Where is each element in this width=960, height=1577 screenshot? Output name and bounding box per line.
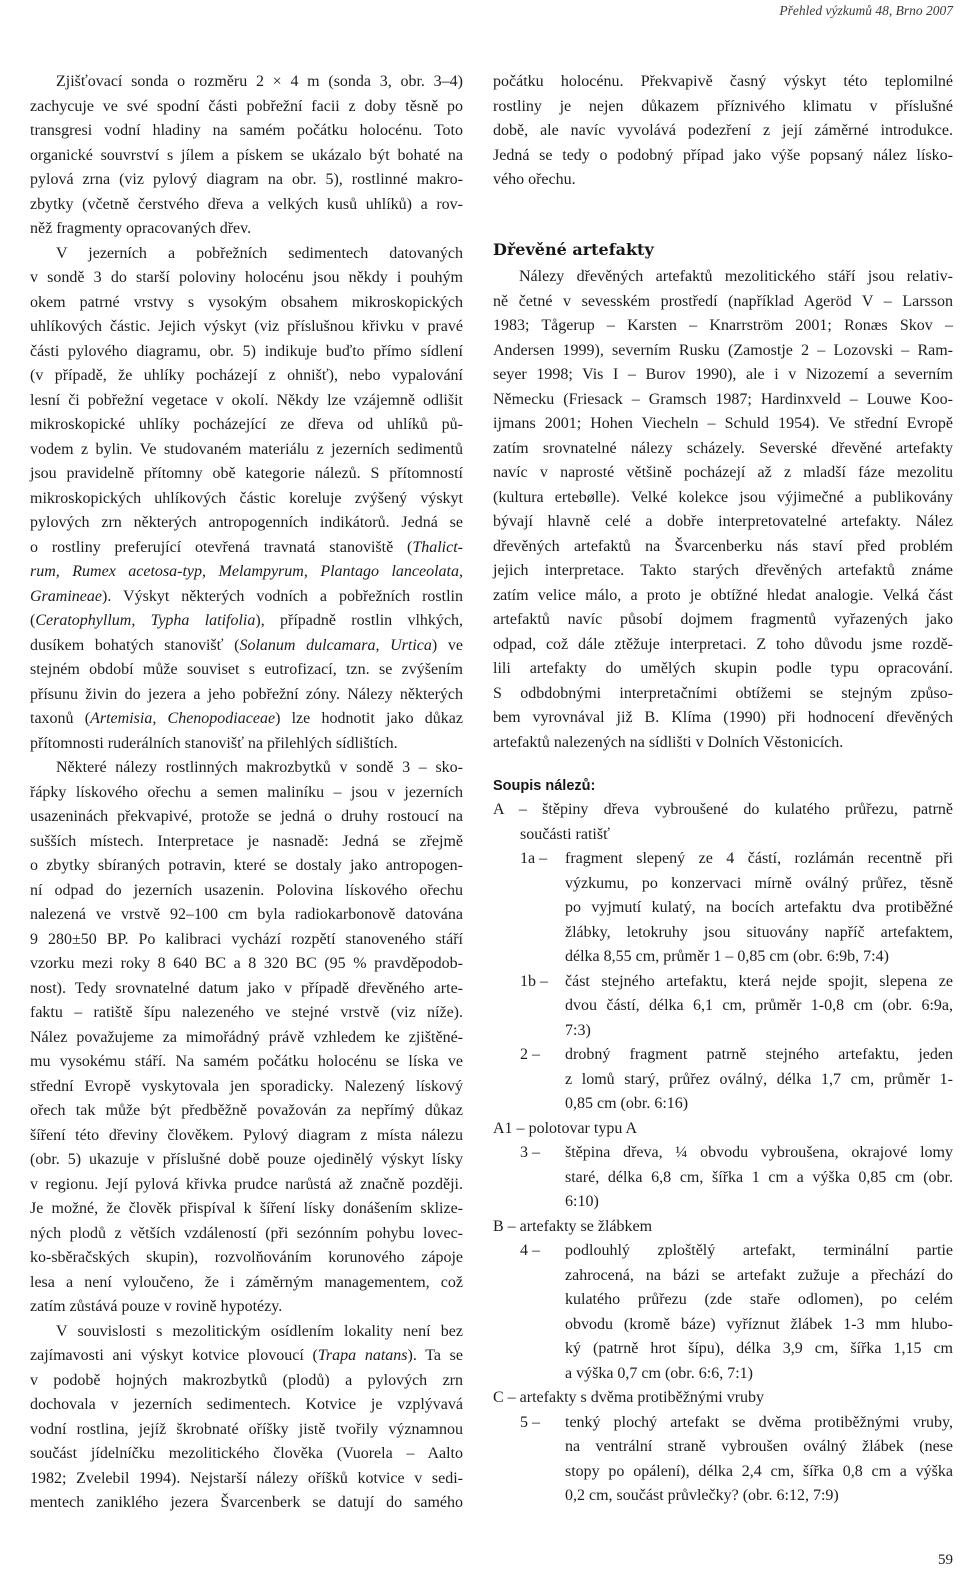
text-line: S odbdobnými interpretačními obtížemi se stejným způso- (493, 684, 953, 702)
text-line: žlábky, letokruhy jsou situovány napříč artefaktem, (565, 923, 953, 941)
text-line: uhlíkových částic. Jejich výskyt (viz příslušnou křivku v pravé (30, 318, 463, 335)
paragraph (30, 242, 463, 757)
text-line: součásti ratišť (520, 825, 610, 843)
text-line: řápky lískového ořechu a semen maliníku – jsou v jezerních (30, 783, 463, 801)
text-line: bem vyrovnával již B. Klíma (1990) při hodnocení dřevěných (493, 709, 953, 726)
right-column-continued-text (493, 70, 953, 193)
catalog-category (493, 798, 953, 1117)
text-line: v sondě 3 do starší poloviny holocénu jsou někdy i pouhým (30, 269, 463, 286)
text-line (493, 1215, 953, 1240)
text-run: taxonů ( (30, 710, 91, 727)
category-text: artefakty se žlábkem (519, 1217, 653, 1235)
page-number: 59 (938, 1552, 953, 1568)
find-number: 5 – (520, 1413, 540, 1431)
find-description (565, 1411, 953, 1509)
text-line: vodní rostlina, jejíž škrobnaté oříšky jistě tvořily významnou (30, 1420, 463, 1438)
text-line: okem patrné vrstvy s vysokým obsahem mikroskopických (30, 293, 463, 311)
find-number: 3 – (520, 1144, 540, 1161)
text-line: ní odpad do jezerních usazenin. Polovina lískového ořechu (30, 881, 463, 899)
text-line: ně četné v sevesském prostředí (například Ageröd V – Larsson (493, 292, 953, 310)
text-line: šíření této dřeviny člověkem. Pylový diagram z místa nálezu (30, 1126, 463, 1144)
find-description (565, 970, 953, 1044)
text-line: stejném období může souviset s eutrofizací, tzn. se zvýšením (30, 661, 463, 678)
text-line: na ventrální straně vybroušen oválný žlábek (nese (565, 1438, 953, 1455)
italic-taxon: rum, Rumex acetosa-typ, Melampyrum, Plantago lanceolata, (30, 563, 463, 580)
find-description (565, 1141, 953, 1215)
text-line (30, 1344, 463, 1369)
find-entry (493, 1141, 953, 1215)
text-line: artefaktů nalezených na sídlišti v Dolních Věstonicích. (493, 733, 844, 751)
text-line (30, 609, 463, 634)
find-entry (493, 1411, 953, 1509)
text-line: vého ořechu. (493, 171, 576, 188)
find-entry (493, 847, 953, 970)
find-number: 1b – (520, 972, 548, 990)
text-run: ). Ta se (407, 1347, 463, 1364)
category-label: A – (493, 801, 527, 818)
text-line: přítomnosti ruderálních stanovišť na přilehlých sídlištích. (30, 734, 398, 752)
category-label: C – (493, 1389, 516, 1406)
text-line: jsou pravidelně přítomny obě kategorie nálezů. S přítomností (30, 465, 463, 482)
text-line: přísunu živin do jezera a jeho pobřežní zóny. Nálezy některých (30, 685, 463, 703)
find-entry (493, 1239, 953, 1386)
left-column (30, 70, 463, 1516)
text-line: zatím zůstává pouze v rovině hypotézy. (30, 1298, 283, 1315)
text-line: ijmans 2001; Hohen Viecheln – Schuld 1954). Ve střední Evropě (493, 415, 953, 432)
text-line: (obr. 5) ukazuje v příslušné době pouze ojedinělý výskyt lísky (30, 1151, 463, 1168)
catalog-category (493, 1117, 953, 1215)
text-line (493, 798, 953, 823)
find-number: 4 – (520, 1242, 540, 1259)
text-line: bývají hlavně celé a dobře interpretovatelné artefakty. Nález (493, 513, 953, 530)
find-description (565, 1239, 953, 1386)
text-line: Německu (Friesack – Gramsch 1987; Hardinxveld – Louwe Koo- (493, 390, 953, 408)
find-description (565, 847, 953, 970)
text-line: pylových zrn některých antropogenních indikátorů. Jedná se (30, 514, 463, 531)
text-line: nalezená ve vrstvě 92–100 cm byla radiokarbonově datována (30, 906, 463, 923)
text-line: štěpina dřeva, ¼ obvodu vybroušena, okrajové lomy (565, 1144, 953, 1161)
italic-taxon: Solanum dulcamara, Urtica (239, 636, 432, 654)
text-run: ( (30, 612, 36, 629)
text-line: tenký plochý artefakt se dvěma protiběžnými vruby, (565, 1413, 953, 1431)
text-line: lesa a není vyloučeno, že i záměrným managementem, což (30, 1273, 463, 1291)
text-line: lili artefakty do umělých skupin podle typu opracování. (493, 660, 953, 677)
text-line: V souvislosti s mezolitickým osídlením lokality není bez (56, 1322, 463, 1340)
text-line: zachycuje ve své spodní části pobřežní facii z doby těsně po (30, 97, 463, 115)
text-line: artefaktů navíc působí dojmem fragmentů vyřazených jako (493, 611, 953, 628)
italic-taxon: Gramineae (30, 587, 102, 605)
text-line: mikroskopické uhlíky pocházející ze dřeva od uhlíků pů- (30, 416, 463, 433)
catalog-heading: Soupis nálezů: (493, 778, 596, 794)
find-number: 2 – (520, 1046, 540, 1063)
category-label: A1 – (493, 1119, 525, 1137)
text-run: zajímavosti ani výskyt kotvice plovoucí ( (30, 1347, 318, 1364)
text-line: vzorku mezi roky 8 640 BC a 8 320 BC (95 % pravděpodob- (30, 955, 463, 972)
text-line: fragment slepený ze 4 částí, rozlámán recentně při (565, 850, 953, 867)
text-line: době, ale navíc vyvolává podezření z její záměrné introdukce. (493, 122, 953, 139)
text-line: Jedná se tedy o podobný případ jako výše popsaný nález lísko- (493, 146, 953, 164)
text-run: ) ve (431, 636, 463, 654)
text-line: staré, délka 6,8 cm, šířka 1 cm a výška 0,85 cm (obr. (565, 1168, 953, 1186)
text-line: něž fragmenty opracovaných dřev. (30, 220, 252, 237)
category-label: B – (493, 1217, 516, 1235)
text-line: (kultura ertebølle). Velké kolekce jsou výjimečné a publikovány (493, 488, 953, 506)
text-line: Je možné, že člověk přispíval k šíření lísky donášením sklize- (30, 1200, 463, 1217)
text-line: výzkumu, po konzervaci mírně oválný průřez, těsně (565, 874, 953, 892)
text-line: drobný fragment patrně stejného artefaktu, jeden (565, 1046, 953, 1063)
text-line: o zbytky sbíraných potravin, které se dostaly jako antropogen- (30, 857, 463, 874)
text-line: obvodu (kromě báze) vyříznut žlábek 1-3 mm hlubo- (565, 1315, 953, 1333)
paragraph (30, 70, 463, 242)
text-line: rostliny je nejen důkazem příznivého klimatu v příslušné (493, 97, 953, 115)
text-line: pylová zrna (viz pylový diagram na obr. 5), rostlinné makro- (30, 171, 463, 188)
text-run: o rostliny preferující otevřená travnatá stanoviště ( (30, 538, 413, 556)
text-line: v regionu. Její pylová křivka prudce narůstá až značně později. (30, 1175, 463, 1193)
category-heading (493, 1386, 953, 1411)
find-entry (493, 970, 953, 1044)
text-line: 7:3) (565, 1021, 591, 1039)
catalog-category (493, 1215, 953, 1387)
italic-taxon: Artemisia, Chenopodiaceae (90, 710, 276, 727)
paragraph (30, 756, 463, 1320)
text-line: ký (patrně hrot šípu), délka 3,9 cm, šířka 1,15 cm (565, 1340, 953, 1357)
text-line: střední Evropě vyskytovala jen sporadicky. Nalezený lískový (30, 1077, 463, 1095)
section-heading: Dřevěné artefakty (493, 240, 654, 259)
text-line: nost). Tedy srovnatelné datum jako v případě dřevěného arte- (30, 979, 463, 997)
text-line: z lomů starý, průřez oválný, délka 1,7 cm, průměr 1- (565, 1070, 953, 1088)
text-line: navíc v naprosté většině pocházejí až z mladší fáze mezolitu (493, 464, 953, 481)
text-line (30, 707, 463, 732)
section-body (493, 265, 953, 755)
text-line: lesní či pobřežní vegetace v okolí. Někdy lze vzájemně odlišit (30, 391, 463, 409)
text-line: 0,85 cm (obr. 6:16) (565, 1095, 689, 1112)
text-line: odpad, což dále ztěžuje interpretaci. Z toho důvodu jsme rozdě- (493, 635, 953, 653)
text-line: 1982; Zvelebil 1994). Nejstarší nálezy oříšků kotvice v sedi- (30, 1469, 463, 1487)
text-line: délka 8,55 cm, průměr 1 – 0,85 cm (obr. 6:9b, 7:4) (565, 948, 889, 965)
text-line: faktu – ratiště šípu nalezeného ve stejné vrstvě (viz níže). (30, 1004, 463, 1021)
italic-taxon: Thalict- (412, 538, 463, 556)
text-line: dochovala v jezerních sedimentech. Kotvice je vzplývavá (30, 1396, 463, 1413)
text-line: součást jídelníčku mezolitického člověka (Vuorela – Aalto (30, 1445, 463, 1462)
italic-taxon: Ceratophyllum, Typha latifolia (35, 612, 256, 629)
text-line: část stejného artefaktu, která nejde spojit, slepena ze (565, 972, 953, 990)
text-line (30, 536, 463, 561)
text-line: Některé nálezy rostlinných makrozbytků v sondě 3 – sko- (56, 759, 463, 776)
text-line: 9 280±50 BP. Po kalibraci vychází rozpětí stanoveného stáří (30, 930, 463, 948)
text-line: a výška 0,7 cm (obr. 6:6, 7:1) (565, 1364, 753, 1382)
catalog-category (493, 1386, 953, 1509)
text-line: zahrocená, na bázi se artefakt zužuje a přechází do (565, 1266, 953, 1284)
text-line: podlouhlý zploštělý artefakt, terminální partie (565, 1242, 953, 1259)
text-line: Nález považujeme za mimořádný právě vzhledem ke zjištěné- (30, 1028, 463, 1046)
text-run: ), případně rostlin vlhkých, (255, 612, 463, 629)
text-line: po vyjmutí kulatý, na bocích artefaktu dva protiběžné (565, 899, 953, 916)
text-line: vodem z bylin. Ve studovaném materiálu z jezerních sedimentů (30, 440, 463, 458)
text-line: stopy po opálení), délka 2,4 cm, šířka 0,8 cm a výška (565, 1462, 953, 1480)
text-run: ) lze hodnotit jako důkaz (275, 710, 463, 727)
text-line: 0,2 cm, součást průvlečky? (obr. 6:12, 7:9) (565, 1487, 839, 1504)
text-line (493, 1117, 953, 1142)
text-line: transgresi vodní hladiny na samém počátku holocénu. Toto (30, 122, 463, 139)
text-line: 1983; Tågerup – Karsten – Knarrström 2001; Ronæs Skov – (493, 317, 953, 334)
text-line: jejich interpretace. Takto starých dřevěných artefaktů známe (493, 562, 953, 579)
text-line: kulatého průřezu (zde staře odlomen), po celém (565, 1291, 953, 1308)
paragraph (30, 1320, 463, 1516)
running-header: Přehled výzkumů 48, Brno 2007 (779, 3, 953, 18)
category-heading (493, 798, 953, 847)
text-line: počátku holocénu. Překvapivě časný výskyt této teplomilné (493, 73, 953, 90)
text-line: Nálezy dřevěných artefaktů mezolitického stáří jsou relativ- (519, 268, 953, 285)
paragraph (493, 265, 953, 755)
text-line: sušších místech. Interpretace je nasnadě: Jedná se zřejmě (30, 832, 463, 850)
text-line: usazeninách překvapivé, protože se jedná o druhy rostoucí na (30, 808, 463, 825)
text-line: mikroskopických uhlíkových částic koreluje zvýšený výskyt (30, 489, 463, 507)
text-line: ořech tak může být předběžně považován za nepřímý důkaz (30, 1102, 463, 1119)
text-line: 6:10) (565, 1193, 599, 1210)
text-run: ). Výskyt některých vodních a pobřežních rostlin (101, 587, 463, 605)
text-line: v podobě hojných makrozbytků (plodů) a pylových zrn (30, 1371, 463, 1389)
text-line: části pylového diagramu, obr. 5) indikuje buďto přímo sídlení (30, 342, 463, 360)
text-line: dřevěných artefaktů na Švarcenberku nás staví před problém (493, 537, 953, 555)
text-line: seyer 1998; Vis I – Burov 1990), ale i v Nizozemí a severním (493, 366, 953, 383)
text-line: ko-sběračských skupin), rozvolňováním korunového zápoje (30, 1249, 463, 1266)
text-line: dvou částí, délka 6,1 cm, průměr 1-0,8 cm (obr. 6:9a, (565, 997, 953, 1014)
text-line: (v případě, že uhlíky pocházejí z ohnišť), nebo vypalování (30, 367, 463, 384)
text-line: zatím srovnatelné nálezy scházely. Severské dřevěné artefakty (493, 439, 953, 457)
text-line (30, 634, 463, 659)
find-description (565, 1043, 953, 1117)
text-line (30, 560, 463, 585)
category-heading (493, 1117, 953, 1142)
category-text: artefakty s dvěma protiběžnými vruby (519, 1389, 765, 1406)
text-line: zbytky (včetně čerstvého dřeva a velkých kusů uhlíků) a rov- (30, 195, 463, 213)
text-line: Zjišťovací sonda o rozměru 2 × 4 m (sonda 3, obr. 3–4) (56, 73, 463, 90)
text-line: mu vysokému stáří. Na samém počátku holocénu se líska ve (30, 1053, 463, 1070)
text-line: Andersen 1999), severním Rusku (Zamostje 2 – Lozovski – Ram- (493, 341, 953, 359)
text-line: ných plodů z větších vzdáleností (při sezónním pohybu lovec- (30, 1224, 463, 1242)
text-run: dusíkem bohatých stanovišť ( (30, 636, 240, 654)
category-text: polotovar typu A (528, 1119, 637, 1137)
category-text: štěpiny dřeva vybroušené do kulatého průřezu, patrně (542, 801, 954, 818)
find-entry (493, 1043, 953, 1117)
text-line: organické souvrství s jílem a pískem se ukázalo být bohaté na (30, 146, 463, 164)
category-heading (493, 1215, 953, 1240)
text-line: V jezerních a pobřežních sedimentech datovaných (56, 244, 463, 262)
text-line: zatím velice málo, a proto je obtížné hledat analogie. Velká část (493, 586, 953, 604)
italic-taxon: Trapa natans (317, 1347, 408, 1364)
find-number: 1a – (520, 850, 548, 867)
text-line (493, 1386, 953, 1411)
paragraph (493, 70, 953, 193)
text-line: mentech zaniklého jezera Švarcenberk se datují do samého (30, 1494, 463, 1511)
find-catalog (493, 798, 953, 1509)
text-line (30, 585, 463, 610)
